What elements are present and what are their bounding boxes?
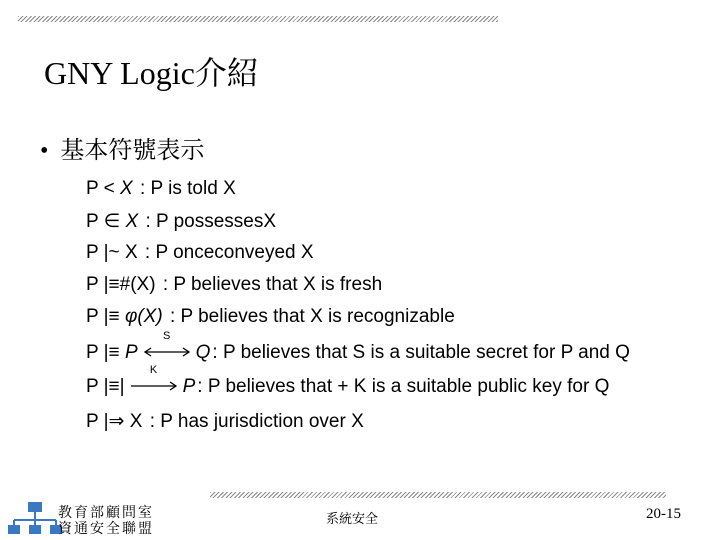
formula-fresh: P |≡#(X) : P believes that X is fresh <box>86 274 383 295</box>
formula-shared-secret: P |≡ P S Q : P believes that S is a suitable secret for P and Q <box>86 330 630 363</box>
bullet-text: 基本符號表示 <box>60 138 205 164</box>
double-arrow-icon: S <box>142 342 192 360</box>
slide-title: GNY Logic介紹 <box>44 55 259 91</box>
org-name-line1: 教育部顧問室 <box>58 505 154 521</box>
formula-conveyed: P |~ X : P onceconveyed X <box>86 242 314 263</box>
footer-course-title: 系統安全 <box>326 512 379 527</box>
bullet-marker: • <box>40 138 49 164</box>
formula-recognizable: P |≡ φ(X) : P believes that X is recognizable <box>86 306 455 327</box>
top-hatch-divider <box>18 16 498 22</box>
formula-public-key: P |≡| K P : P believes that + K is a suitable public key for Q <box>86 364 610 397</box>
bullet-item <box>40 130 204 165</box>
bottom-hatch-divider <box>210 492 666 498</box>
org-name-line2: 資通安全聯盟 <box>58 521 154 537</box>
page-number: 20-15 <box>646 506 681 522</box>
formula-jurisdiction: P |⇒ X : P has jurisdiction over X <box>86 411 364 432</box>
formula-possesses: P ∈ X : P possessesX <box>86 211 277 232</box>
formula-told: P < X : P is told X <box>86 178 236 199</box>
right-arrow-icon: K <box>129 376 179 394</box>
